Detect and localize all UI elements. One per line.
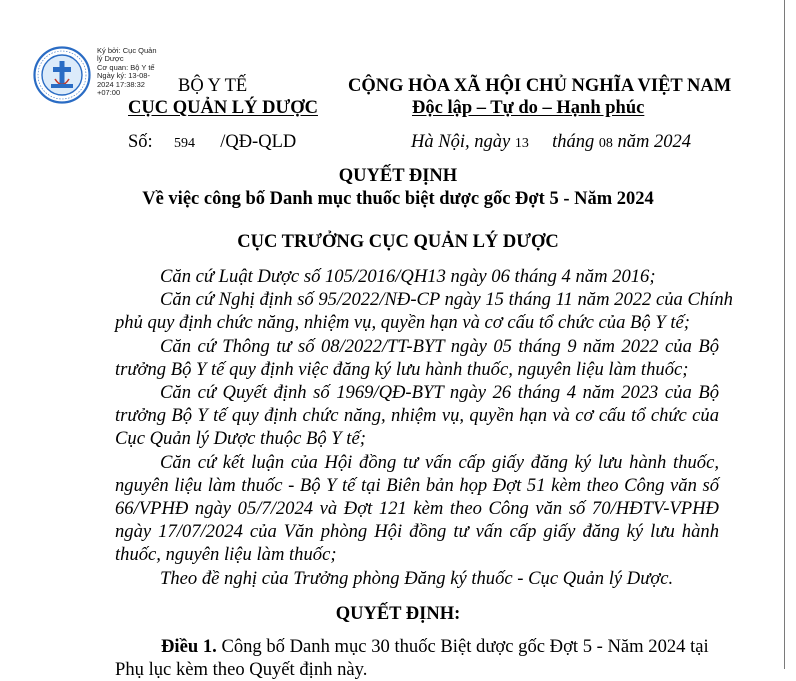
- body-line: 66/VPHĐ ngày 05/7/2024 và Đợt 121 kèm theo Công văn số 70/HĐTV-VPHĐ: [115, 498, 719, 520]
- date-month: 08: [598, 136, 613, 151]
- year-label: năm 2024: [617, 132, 691, 152]
- issuing-authority: CỤC TRƯỞNG CỤC QUẢN LÝ DƯỢC: [237, 232, 559, 252]
- document-number: [128, 132, 296, 153]
- legal-bases: [115, 265, 733, 590]
- body-line: thuốc, nguyên liệu làm thuốc;: [115, 544, 337, 566]
- number-suffix: /QĐ-QLD: [220, 132, 297, 152]
- body-line: nguyên liệu làm thuốc - Bộ Y tế tại Biên bản họp Đợt 51 kèm theo Công văn số: [115, 474, 719, 496]
- body-line: Căn cứ Luật Dược số 105/2016/QH13 ngày 06 tháng 4 năm 2016;: [160, 266, 656, 287]
- number-value: 594: [173, 136, 195, 151]
- body-line: ngày 17/07/2024 của Văn phòng Hội đồng tư vấn cấp giấy đăng ký lưu hành: [115, 521, 719, 543]
- signature-line: Ngày ký: 13-08-: [97, 71, 150, 81]
- ministry-of-health-seal-icon: [33, 46, 91, 104]
- body-line: Căn cứ kết luận của Hội đồng tư vấn cấp giấy đăng ký lưu hành thuốc,: [160, 451, 719, 473]
- agency-name: [128, 98, 318, 119]
- signature-line: lý Dược: [97, 54, 124, 64]
- digital-signature-block: [97, 47, 157, 97]
- body-line: Căn cứ Nghị định số 95/2022/NĐ-CP ngày 15 tháng 11 năm 2022 của Chính: [160, 289, 733, 311]
- decision-subject: Về việc công bố Danh mục thuốc biệt dược gốc Đợt 5 - Năm 2024: [142, 189, 654, 209]
- signature-line: +07:00: [97, 88, 121, 98]
- number-label: Số:: [128, 132, 153, 152]
- article-1-text: Công bố Danh mục 30 thuốc Biệt dược gốc Đợt 5 - Năm 2024 tại: [221, 636, 709, 657]
- article-1-label: Điều 1.: [161, 636, 217, 657]
- signature-line: Ký bởi: Cục Quản: [97, 46, 157, 55]
- national-motto-text: Độc lập – Tự do – Hạnh phúc: [412, 98, 645, 118]
- issue-date: [411, 132, 691, 153]
- body-line: phủ quy định chức năng, nhiệm vụ, quyền hạn và cơ cấu tổ chức của Bộ Y tế;: [115, 312, 690, 334]
- date-prefix: Hà Nội, ngày: [411, 132, 511, 152]
- date-day: 13: [514, 136, 529, 151]
- body-line: Cục Quản lý Dược thuộc Bộ Y tế;: [115, 428, 366, 450]
- ministry-name: BỘ Y TẾ: [178, 76, 248, 96]
- month-label: tháng: [552, 132, 595, 152]
- national-motto: [412, 98, 644, 119]
- decision-title: QUYẾT ĐỊNH: [338, 166, 458, 186]
- article-1: [161, 636, 709, 658]
- signature-line: 2024 17:38:32: [97, 79, 145, 89]
- agency-name-text: CỤC QUẢN LÝ DƯỢC: [128, 98, 318, 118]
- body-line: Căn cứ Thông tư số 08/2022/TT-BYT ngày 05 tháng 9 năm 2022 của Bộ: [160, 335, 719, 357]
- signature-line: Cơ quan: Bộ Y tế: [97, 62, 155, 72]
- country-name: CỘNG HÒA XÃ HỘI CHỦ NGHĨA VIỆT NAM: [348, 76, 732, 96]
- body-line: Theo đề nghị của Trưởng phòng Đăng ký thuốc - Cục Quản lý Dược.: [160, 567, 674, 589]
- decision-heading: QUYẾT ĐỊNH:: [335, 604, 461, 624]
- body-line: trưởng Bộ Y tế quy định chức năng, nhiệm vụ, quyền hạn và cơ cấu tổ chức của: [115, 405, 719, 427]
- body-line: Căn cứ Quyết định số 1969/QĐ-BYT ngày 26 tháng 4 năm 2023 của Bộ: [160, 382, 719, 404]
- article-1-continuation: Phụ lục kèm theo Quyết định này.: [115, 659, 368, 680]
- body-line: trưởng Bộ Y tế quy định việc đăng ký lưu hành thuốc, nguyên liệu làm thuốc;: [115, 358, 689, 380]
